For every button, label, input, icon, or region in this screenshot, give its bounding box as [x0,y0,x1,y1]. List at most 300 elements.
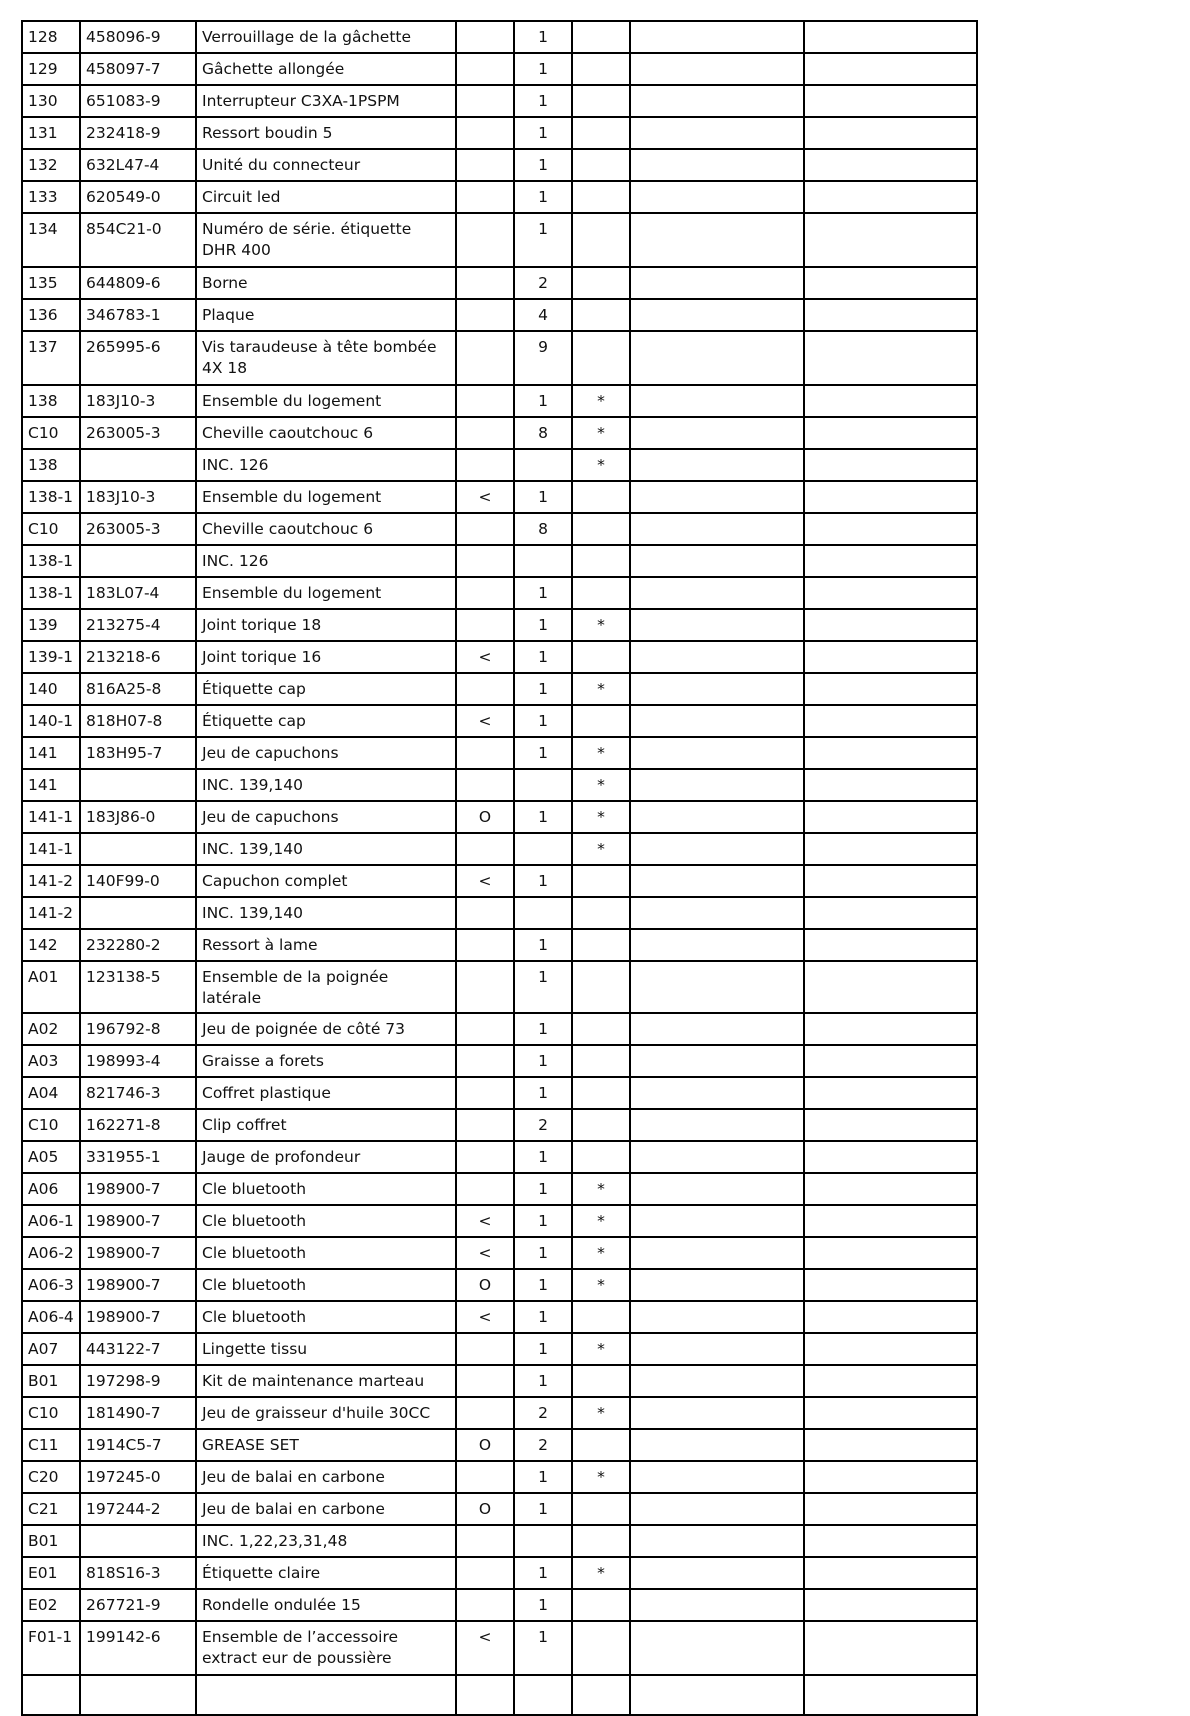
item-number-cell: E02 [22,1589,80,1621]
asterisk-mark-cell [572,929,630,961]
description-cell: Ensemble de l’accessoire extract eur de poussière [196,1621,456,1675]
empty-cell [630,1621,804,1675]
quantity-cell: 1 [514,149,572,181]
empty-cell [804,449,977,481]
item-number-cell: C10 [22,1109,80,1141]
part-number-cell: 632L47-4 [80,149,196,181]
description-cell: INC. 126 [196,449,456,481]
empty-cell [804,267,977,299]
asterisk-mark-cell [572,299,630,331]
note-symbol-cell [456,1461,514,1493]
note-symbol-cell: < [456,481,514,513]
quantity-cell: 2 [514,1429,572,1461]
part-number-cell: 263005-3 [80,513,196,545]
item-number-cell: C11 [22,1429,80,1461]
note-symbol-cell [456,213,514,267]
table-row [22,85,977,117]
asterisk-mark-cell [572,865,630,897]
note-symbol-cell [456,117,514,149]
empty-cell [630,929,804,961]
item-number-cell: 135 [22,267,80,299]
asterisk-mark-cell: * [572,1461,630,1493]
table-row [22,149,977,181]
item-number-cell: C21 [22,1493,80,1525]
description-cell: Ressort boudin 5 [196,117,456,149]
part-number-cell: 183L07-4 [80,577,196,609]
item-number-cell: 129 [22,53,80,85]
table-row [22,21,977,53]
empty-cell [630,299,804,331]
description-cell: Coffret plastique [196,1077,456,1109]
description-cell: Circuit led [196,181,456,213]
part-number-cell: 198900-7 [80,1237,196,1269]
quantity-cell: 1 [514,865,572,897]
asterisk-mark-cell [572,1077,630,1109]
empty-cell [630,1141,804,1173]
table-row [22,1333,977,1365]
asterisk-mark-cell: * [572,673,630,705]
table-row [22,1173,977,1205]
item-number-cell: A06-4 [22,1301,80,1333]
note-symbol-cell [456,1675,514,1715]
table-row [22,705,977,737]
quantity-cell: 1 [514,213,572,267]
empty-cell [630,1205,804,1237]
empty-cell [630,609,804,641]
quantity-cell: 1 [514,1077,572,1109]
empty-cell [630,1077,804,1109]
asterisk-mark-cell [572,1109,630,1141]
quantity-cell: 1 [514,1557,572,1589]
quantity-cell: 2 [514,1109,572,1141]
table-row [22,961,977,1013]
part-number-cell: 183J86-0 [80,801,196,833]
item-number-cell: A06-2 [22,1237,80,1269]
item-number-cell: 134 [22,213,80,267]
item-number-cell: 137 [22,331,80,385]
description-cell: Joint torique 16 [196,641,456,673]
quantity-cell: 1 [514,577,572,609]
note-symbol-cell [456,897,514,929]
note-symbol-cell [456,1365,514,1397]
asterisk-mark-cell [572,897,630,929]
empty-cell [630,577,804,609]
empty-cell [630,1557,804,1589]
quantity-cell: 1 [514,673,572,705]
empty-cell [630,53,804,85]
part-number-cell: 197245-0 [80,1461,196,1493]
empty-cell [804,929,977,961]
empty-cell [804,149,977,181]
asterisk-mark-cell: * [572,1397,630,1429]
table-row [22,577,977,609]
parts-table-body [22,21,977,1715]
item-number-cell: 132 [22,149,80,181]
empty-cell [804,833,977,865]
table-row [22,331,977,385]
table-row [22,833,977,865]
part-number-cell [80,449,196,481]
asterisk-mark-cell: * [572,609,630,641]
description-cell: Jeu de poignée de côté 73 [196,1013,456,1045]
note-symbol-cell: < [456,1621,514,1675]
empty-cell [630,513,804,545]
quantity-cell [514,1525,572,1557]
quantity-cell: 1 [514,705,572,737]
asterisk-mark-cell: * [572,449,630,481]
item-number-cell: 139 [22,609,80,641]
empty-cell [630,1397,804,1429]
empty-cell [804,1493,977,1525]
empty-cell [804,1365,977,1397]
asterisk-mark-cell [572,1493,630,1525]
part-number-cell: 331955-1 [80,1141,196,1173]
item-number-cell: A06 [22,1173,80,1205]
asterisk-mark-cell: * [572,737,630,769]
item-number-cell: 128 [22,21,80,53]
empty-cell [630,149,804,181]
empty-cell [630,705,804,737]
table-row [22,641,977,673]
note-symbol-cell [456,1109,514,1141]
note-symbol-cell [456,1045,514,1077]
item-number-cell: 141-1 [22,801,80,833]
empty-cell [630,331,804,385]
empty-cell [630,1173,804,1205]
empty-cell [630,1013,804,1045]
asterisk-mark-cell: * [572,1205,630,1237]
part-number-cell: 123138-5 [80,961,196,1013]
item-number-cell: 138-1 [22,481,80,513]
item-number-cell: 131 [22,117,80,149]
empty-cell [804,1525,977,1557]
note-symbol-cell [456,417,514,449]
empty-cell [804,1429,977,1461]
asterisk-mark-cell [572,545,630,577]
description-cell: Ensemble du logement [196,385,456,417]
table-row [22,1429,977,1461]
part-number-cell: 1914C5-7 [80,1429,196,1461]
note-symbol-cell [456,673,514,705]
quantity-cell: 1 [514,1621,572,1675]
empty-cell [630,1461,804,1493]
quantity-cell: 1 [514,85,572,117]
quantity-cell: 1 [514,21,572,53]
note-symbol-cell [456,545,514,577]
item-number-cell: 138-1 [22,545,80,577]
table-row [22,1141,977,1173]
quantity-cell [514,769,572,801]
empty-cell [804,417,977,449]
empty-cell [804,1077,977,1109]
note-symbol-cell [456,53,514,85]
part-number-cell: 821746-3 [80,1077,196,1109]
quantity-cell: 1 [514,609,572,641]
item-number-cell: 136 [22,299,80,331]
quantity-cell: 1 [514,801,572,833]
description-cell: Étiquette cap [196,705,456,737]
table-row [22,1301,977,1333]
part-number-cell: 232280-2 [80,929,196,961]
description-cell: Jeu de balai en carbone [196,1493,456,1525]
part-number-cell: 458096-9 [80,21,196,53]
empty-cell [804,385,977,417]
table-row [22,1365,977,1397]
empty-cell [630,545,804,577]
table-row [22,481,977,513]
asterisk-mark-cell: * [572,1173,630,1205]
asterisk-mark-cell [572,1013,630,1045]
item-number-cell: C10 [22,1397,80,1429]
asterisk-mark-cell [572,117,630,149]
part-number-cell: 267721-9 [80,1589,196,1621]
empty-cell [804,1333,977,1365]
item-number-cell: E01 [22,1557,80,1589]
quantity-cell: 1 [514,929,572,961]
note-symbol-cell [456,1589,514,1621]
quantity-cell: 1 [514,1205,572,1237]
asterisk-mark-cell [572,1045,630,1077]
empty-cell [804,1621,977,1675]
description-cell: Lingette tissu [196,1333,456,1365]
table-row [22,299,977,331]
quantity-cell [514,545,572,577]
asterisk-mark-cell: * [572,833,630,865]
item-number-cell: 141 [22,737,80,769]
quantity-cell: 1 [514,1589,572,1621]
table-row [22,1557,977,1589]
description-cell: Plaque [196,299,456,331]
quantity-cell: 4 [514,299,572,331]
quantity-cell: 1 [514,1301,572,1333]
note-symbol-cell: < [456,641,514,673]
empty-cell [804,1397,977,1429]
note-symbol-cell [456,149,514,181]
quantity-cell: 1 [514,53,572,85]
empty-cell [804,1461,977,1493]
item-number-cell: F01-1 [22,1621,80,1675]
part-number-cell: 183J10-3 [80,481,196,513]
item-number-cell: B01 [22,1525,80,1557]
description-cell: Graisse a forets [196,1045,456,1077]
empty-cell [630,449,804,481]
empty-cell [630,833,804,865]
empty-cell [630,1301,804,1333]
quantity-cell: 2 [514,267,572,299]
asterisk-mark-cell [572,331,630,385]
empty-cell [804,673,977,705]
empty-cell [630,1525,804,1557]
item-number-cell: 142 [22,929,80,961]
quantity-cell: 9 [514,331,572,385]
quantity-cell: 1 [514,1013,572,1045]
empty-cell [630,801,804,833]
note-symbol-cell [456,737,514,769]
empty-cell [630,865,804,897]
table-row [22,1461,977,1493]
description-cell: Kit de maintenance marteau [196,1365,456,1397]
note-symbol-cell [456,609,514,641]
item-number-cell: 130 [22,85,80,117]
part-number-cell: 854C21-0 [80,213,196,267]
empty-cell [804,1589,977,1621]
asterisk-mark-cell: * [572,1237,630,1269]
table-row [22,213,977,267]
part-number-cell: 140F99-0 [80,865,196,897]
quantity-cell: 1 [514,181,572,213]
part-number-cell: 346783-1 [80,299,196,331]
part-number-cell: 198993-4 [80,1045,196,1077]
empty-cell [630,213,804,267]
table-row [22,1269,977,1301]
quantity-cell: 1 [514,481,572,513]
asterisk-mark-cell [572,705,630,737]
empty-cell [804,1045,977,1077]
part-number-cell: 818S16-3 [80,1557,196,1589]
empty-cell [804,577,977,609]
empty-cell [630,181,804,213]
part-number-cell: 183H95-7 [80,737,196,769]
description-cell: Cle bluetooth [196,1269,456,1301]
item-number-cell: 140 [22,673,80,705]
description-cell: Jeu de graisseur d'huile 30CC [196,1397,456,1429]
description-cell: Cheville caoutchouc 6 [196,417,456,449]
item-number-cell: A02 [22,1013,80,1045]
asterisk-mark-cell [572,1525,630,1557]
table-row [22,267,977,299]
asterisk-mark-cell [572,267,630,299]
empty-cell [804,705,977,737]
item-number-cell: A01 [22,961,80,1013]
note-symbol-cell [456,267,514,299]
asterisk-mark-cell [572,1589,630,1621]
empty-cell [804,1269,977,1301]
part-number-cell: 818H07-8 [80,705,196,737]
empty-cell [630,385,804,417]
table-row [22,769,977,801]
description-cell: Joint torique 18 [196,609,456,641]
quantity-cell [514,449,572,481]
asterisk-mark-cell [572,149,630,181]
empty-cell [630,961,804,1013]
table-row [22,385,977,417]
empty-cell [804,545,977,577]
empty-cell [804,1173,977,1205]
description-cell: INC. 139,140 [196,769,456,801]
part-number-cell [80,897,196,929]
table-row [22,53,977,85]
empty-cell [630,1333,804,1365]
table-row [22,1493,977,1525]
table-row [22,1525,977,1557]
part-number-cell: 265995-6 [80,331,196,385]
note-symbol-cell [456,929,514,961]
description-cell: Vis taraudeuse à tête bombée 4X 18 [196,331,456,385]
quantity-cell: 1 [514,1141,572,1173]
note-symbol-cell: < [456,1301,514,1333]
empty-cell [630,1109,804,1141]
description-cell: Gâchette allongée [196,53,456,85]
description-cell [196,1675,456,1715]
table-row [22,513,977,545]
item-number-cell: 141-2 [22,865,80,897]
description-cell: Jeu de capuchons [196,801,456,833]
empty-cell [630,1493,804,1525]
item-number-cell: 138 [22,385,80,417]
part-number-cell: 458097-7 [80,53,196,85]
empty-cell [630,1365,804,1397]
part-number-cell: 196792-8 [80,1013,196,1045]
item-number-cell [22,1675,80,1715]
empty-cell [804,481,977,513]
part-number-cell: 183J10-3 [80,385,196,417]
description-cell: Unité du connecteur [196,149,456,181]
item-number-cell: 133 [22,181,80,213]
description-cell: Ressort à lame [196,929,456,961]
note-symbol-cell [456,1525,514,1557]
asterisk-mark-cell [572,641,630,673]
item-number-cell: A06-1 [22,1205,80,1237]
quantity-cell: 1 [514,1237,572,1269]
quantity-cell [514,833,572,865]
empty-cell [804,609,977,641]
part-number-cell: 443122-7 [80,1333,196,1365]
empty-cell [804,1013,977,1045]
description-cell: Jeu de capuchons [196,737,456,769]
empty-cell [630,1269,804,1301]
item-number-cell: 141-1 [22,833,80,865]
note-symbol-cell: < [456,865,514,897]
part-number-cell: 197244-2 [80,1493,196,1525]
quantity-cell: 1 [514,1269,572,1301]
quantity-cell: 1 [514,1461,572,1493]
empty-cell [630,1675,804,1715]
table-row [22,1013,977,1045]
part-number-cell: 199142-6 [80,1621,196,1675]
asterisk-mark-cell: * [572,801,630,833]
part-number-cell [80,1525,196,1557]
parts-table [21,20,978,1716]
quantity-cell [514,1675,572,1715]
note-symbol-cell: O [456,801,514,833]
empty-cell [630,1429,804,1461]
empty-cell [804,1205,977,1237]
note-symbol-cell [456,181,514,213]
description-cell: Clip coffret [196,1109,456,1141]
table-row [22,865,977,897]
description-cell: Numéro de série. étiquette DHR 400 [196,213,456,267]
table-row [22,545,977,577]
quantity-cell [514,897,572,929]
note-symbol-cell [456,1557,514,1589]
part-number-cell: 620549-0 [80,181,196,213]
note-symbol-cell [456,513,514,545]
asterisk-mark-cell [572,1141,630,1173]
empty-cell [804,769,977,801]
asterisk-mark-cell [572,961,630,1013]
item-number-cell: 138-1 [22,577,80,609]
note-symbol-cell [456,1397,514,1429]
quantity-cell: 1 [514,1365,572,1397]
note-symbol-cell: < [456,1237,514,1269]
note-symbol-cell [456,769,514,801]
quantity-cell: 1 [514,117,572,149]
part-number-cell: 651083-9 [80,85,196,117]
part-number-cell: 162271-8 [80,1109,196,1141]
empty-cell [804,513,977,545]
part-number-cell: 198900-7 [80,1301,196,1333]
note-symbol-cell [456,577,514,609]
